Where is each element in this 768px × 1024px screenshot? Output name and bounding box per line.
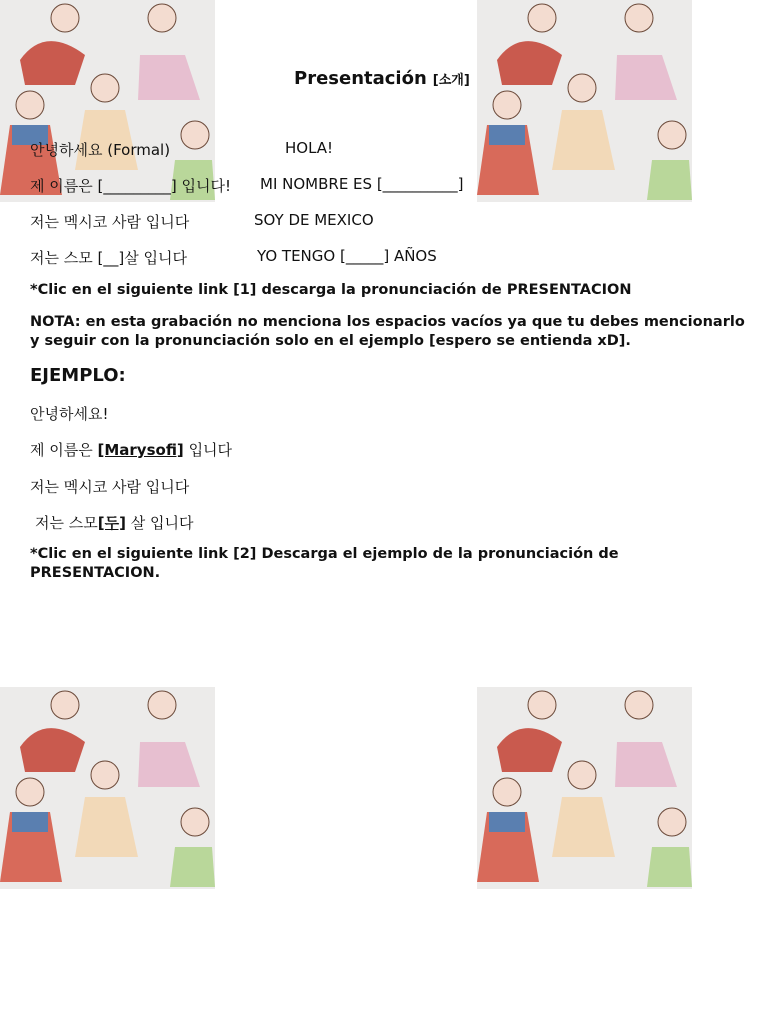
phrase-row: [30, 211, 374, 232]
example-name: [Marysofi]: [97, 441, 184, 459]
phrase-row: [30, 175, 464, 196]
hanbok-girls-illustration: [477, 0, 692, 202]
phrase-korean: 안녕하세요 (Formal): [30, 141, 171, 159]
example-line-3: 저는 멕시코 사람 입니다: [30, 478, 190, 496]
phrase-korean: 제 이름은 [_________] 입니다!: [30, 177, 231, 195]
hanbok-girls-illustration: [477, 687, 692, 889]
illustration-top-left: [0, 0, 215, 202]
example-heading: EJEMPLO:: [30, 365, 126, 386]
page-title: [294, 68, 470, 89]
phrase-spanish: MI NOMBRE ES [__________]: [260, 175, 464, 193]
illustration-bottom-right: [477, 687, 692, 889]
hanbok-girls-illustration: [0, 687, 215, 889]
phrase-spanish: SOY DE MEXICO: [254, 211, 374, 229]
link-1-instruction[interactable]: *Clic en el siguiente link [1] descarga la pronunciación de PRESENTACION: [30, 282, 632, 298]
example-line-4-pre: 저는 스모: [35, 514, 98, 532]
illustration-top-right: [477, 0, 692, 202]
phrase-korean: 저는 멕시코 사람 입니다: [30, 213, 190, 231]
note-paragraph: NOTA: en esta grabación no menciona los espacios vacíos ya que tu debes mencionarlo y seguir con la pronunciación solo en el ejemplo [espero se entienda xD].: [30, 314, 745, 349]
example-age: [두]: [97, 514, 126, 532]
phrase-row: [30, 247, 437, 268]
phrase-korean: 저는 스모 [__]살 입니다: [30, 249, 187, 267]
title-korean: [소개]: [432, 73, 470, 88]
phrase-spanish: YO TENGO [_____] AÑOS: [257, 247, 437, 265]
phrase-spanish: HOLA!: [285, 139, 334, 157]
example-line-4: [35, 512, 193, 533]
hanbok-girls-illustration: [0, 0, 215, 202]
link-2-instruction[interactable]: *Clic en el siguiente link [2] Descarga el ejemplo de la pronunciación de PRESENTACION.: [30, 546, 619, 581]
example-line-2-pre: 제 이름은: [30, 441, 98, 459]
example-line-4-post: 살 입니다: [125, 514, 194, 532]
example-line-1: 안녕하세요!: [30, 405, 109, 423]
illustration-bottom-left: [0, 687, 215, 889]
example-line-2-post: 입니다: [183, 441, 233, 459]
phrase-row: [30, 139, 334, 160]
example-line-2: [30, 439, 232, 460]
title-main: Presentación: [294, 68, 427, 89]
